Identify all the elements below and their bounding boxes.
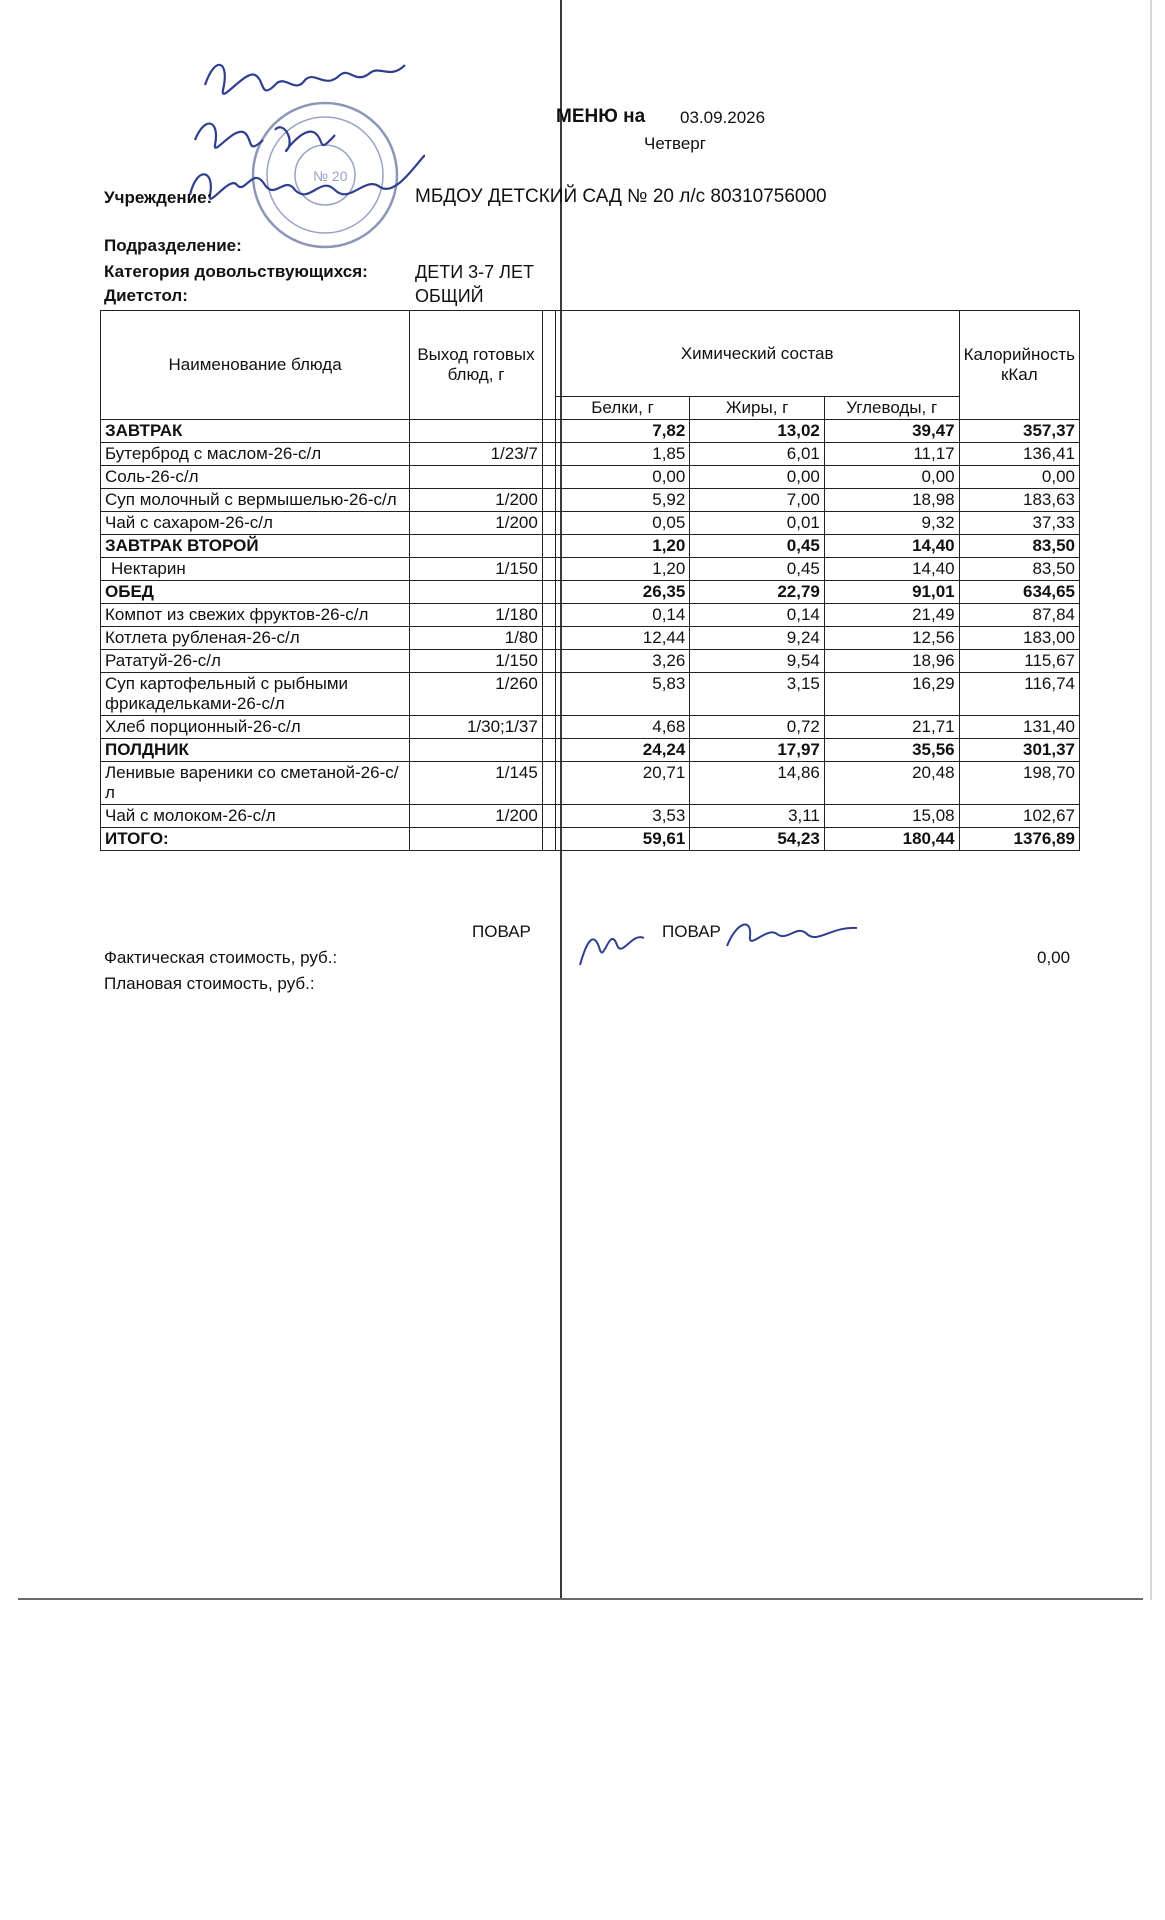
cell-dish-name: ИТОГО: xyxy=(101,828,410,851)
table-row xyxy=(101,466,1080,489)
cell-carbs: 18,96 xyxy=(824,650,959,673)
cell-yield: 1/80 xyxy=(410,627,543,650)
diet-label: Диетстол: xyxy=(104,286,188,305)
cell-yield: 1/260 xyxy=(410,673,543,716)
table-row xyxy=(101,512,1080,535)
cell-calories: 136,41 xyxy=(959,443,1079,466)
menu-weekday: Четверг xyxy=(644,134,706,153)
header-dish-name: Наименование блюда xyxy=(101,311,410,420)
cell-yield: 1/180 xyxy=(410,604,543,627)
svg-text:№ 20: № 20 xyxy=(313,168,348,184)
cook-label-1: ПОВАР xyxy=(472,922,531,941)
cell-dish-name: Суп молочный с вермышелью-26-с/л xyxy=(101,489,410,512)
table-row xyxy=(101,650,1080,673)
cell-protein: 7,82 xyxy=(555,420,690,443)
cell-gap xyxy=(542,489,555,512)
cell-gap xyxy=(542,535,555,558)
page-right-edge xyxy=(1150,0,1152,1600)
cell-yield: 1/30;1/37 xyxy=(410,716,543,739)
cell-protein: 1,85 xyxy=(555,443,690,466)
cell-dish-name: Чай с молоком-26-с/л xyxy=(101,805,410,828)
category-value: ДЕТИ 3-7 ЛЕТ xyxy=(415,262,534,282)
cell-carbs: 20,48 xyxy=(824,762,959,805)
cell-fat: 7,00 xyxy=(690,489,825,512)
cell-gap xyxy=(542,762,555,805)
cell-gap xyxy=(542,581,555,604)
header-fat: Жиры, г xyxy=(690,397,825,420)
cell-carbs: 11,17 xyxy=(824,443,959,466)
cell-dish-name: Ленивые вареники со сметаной-26-с/л xyxy=(101,762,410,805)
cell-protein: 0,00 xyxy=(555,466,690,489)
cell-yield xyxy=(410,828,543,851)
cell-protein: 1,20 xyxy=(555,558,690,581)
cell-calories: 634,65 xyxy=(959,581,1079,604)
cell-carbs: 39,47 xyxy=(824,420,959,443)
cell-dish-name: Котлета рубленая-26-с/л xyxy=(101,627,410,650)
planned-cost-label: Плановая стоимость, руб.: xyxy=(104,974,315,993)
cell-dish-name: Суп картофельный с рыбными фрикадельками-26-с/л xyxy=(101,673,410,716)
cell-dish-name: ЗАВТРАК xyxy=(101,420,410,443)
cell-carbs: 12,56 xyxy=(824,627,959,650)
cell-dish-name: ОБЕД xyxy=(101,581,410,604)
menu-title: МЕНЮ на xyxy=(556,106,646,127)
cell-calories: 183,63 xyxy=(959,489,1079,512)
header-yield: Выход готовых блюд, г xyxy=(410,311,543,420)
header-carbs: Углеводы, г xyxy=(824,397,959,420)
cell-protein: 3,53 xyxy=(555,805,690,828)
cell-yield: 1/200 xyxy=(410,805,543,828)
cell-yield: 1/200 xyxy=(410,512,543,535)
cell-yield xyxy=(410,581,543,604)
cell-carbs: 14,40 xyxy=(824,558,959,581)
cell-calories: 102,67 xyxy=(959,805,1079,828)
cell-fat: 3,11 xyxy=(690,805,825,828)
cell-calories: 37,33 xyxy=(959,512,1079,535)
cell-calories: 1376,89 xyxy=(959,828,1079,851)
cell-calories: 131,40 xyxy=(959,716,1079,739)
cell-protein: 20,71 xyxy=(555,762,690,805)
cell-gap xyxy=(542,828,555,851)
cell-gap xyxy=(542,512,555,535)
cell-dish-name: Нектарин xyxy=(101,558,410,581)
cook-label-2: ПОВАР xyxy=(662,922,721,941)
cell-fat: 13,02 xyxy=(690,420,825,443)
cell-protein: 3,26 xyxy=(555,650,690,673)
category-label: Категория довольствующихся: xyxy=(104,262,368,281)
cell-yield: 1/150 xyxy=(410,650,543,673)
cell-yield: 1/200 xyxy=(410,489,543,512)
division-label: Подразделение: xyxy=(104,236,242,255)
section-row xyxy=(101,535,1080,558)
cell-protein: 4,68 xyxy=(555,716,690,739)
cell-carbs: 18,98 xyxy=(824,489,959,512)
menu-table xyxy=(100,310,1080,851)
cell-gap xyxy=(542,558,555,581)
cell-yield: 1/150 xyxy=(410,558,543,581)
cell-calories: 198,70 xyxy=(959,762,1079,805)
cell-fat: 0,45 xyxy=(690,558,825,581)
cell-fat: 0,00 xyxy=(690,466,825,489)
cell-gap xyxy=(542,627,555,650)
cell-yield xyxy=(410,466,543,489)
table-row xyxy=(101,604,1080,627)
cell-fat: 9,24 xyxy=(690,627,825,650)
cell-gap xyxy=(542,739,555,762)
table-row xyxy=(101,762,1080,805)
cell-carbs: 35,56 xyxy=(824,739,959,762)
cell-carbs: 21,71 xyxy=(824,716,959,739)
cell-dish-name: ЗАВТРАК ВТОРОЙ xyxy=(101,535,410,558)
cell-protein: 1,20 xyxy=(555,535,690,558)
cell-fat: 9,54 xyxy=(690,650,825,673)
menu-date: 03.09.2026 xyxy=(680,108,766,127)
cell-yield xyxy=(410,420,543,443)
cell-carbs: 91,01 xyxy=(824,581,959,604)
cell-dish-name: Компот из свежих фруктов-26-с/л xyxy=(101,604,410,627)
total-row xyxy=(101,828,1080,851)
cell-calories: 357,37 xyxy=(959,420,1079,443)
cell-gap xyxy=(542,716,555,739)
cell-fat: 0,01 xyxy=(690,512,825,535)
cell-protein: 12,44 xyxy=(555,627,690,650)
cell-fat: 6,01 xyxy=(690,443,825,466)
menu-table-body xyxy=(101,420,1080,851)
cook-signature-2 xyxy=(722,916,862,956)
cell-dish-name: Хлеб порционный-26-с/л xyxy=(101,716,410,739)
table-row xyxy=(101,805,1080,828)
cell-gap xyxy=(542,443,555,466)
cell-calories: 301,37 xyxy=(959,739,1079,762)
cell-dish-name: Соль-26-с/л xyxy=(101,466,410,489)
cell-calories: 0,00 xyxy=(959,466,1079,489)
cell-protein: 0,05 xyxy=(555,512,690,535)
cell-fat: 22,79 xyxy=(690,581,825,604)
cell-yield xyxy=(410,739,543,762)
table-row xyxy=(101,443,1080,466)
cell-gap xyxy=(542,805,555,828)
cell-gap xyxy=(542,604,555,627)
diet-value: ОБЩИЙ xyxy=(415,286,484,306)
cell-fat: 0,72 xyxy=(690,716,825,739)
table-row xyxy=(101,558,1080,581)
cell-yield xyxy=(410,535,543,558)
cell-carbs: 0,00 xyxy=(824,466,959,489)
table-row xyxy=(101,716,1080,739)
cell-fat: 0,14 xyxy=(690,604,825,627)
cell-dish-name: Бутерброд с маслом-26-с/л xyxy=(101,443,410,466)
header-calories: Калорийность кКал xyxy=(959,311,1079,420)
table-row xyxy=(101,627,1080,650)
cell-fat: 54,23 xyxy=(690,828,825,851)
cell-fat: 14,86 xyxy=(690,762,825,805)
institution-value: МБДОУ ДЕТСКИЙ САД № 20 л/с 80310756000 xyxy=(415,186,827,207)
cell-protein: 26,35 xyxy=(555,581,690,604)
cell-carbs: 14,40 xyxy=(824,535,959,558)
cell-carbs: 180,44 xyxy=(824,828,959,851)
cell-gap xyxy=(542,420,555,443)
cell-gap xyxy=(542,466,555,489)
approval-stamp xyxy=(175,45,425,255)
cell-fat: 17,97 xyxy=(690,739,825,762)
cell-carbs: 16,29 xyxy=(824,673,959,716)
header-protein: Белки, г xyxy=(555,397,690,420)
header-gap xyxy=(542,311,555,420)
actual-cost-label: Фактическая стоимость, руб.: xyxy=(104,948,338,967)
section-row xyxy=(101,581,1080,604)
page-bottom-edge xyxy=(18,1598,1143,1600)
cell-calories: 83,50 xyxy=(959,535,1079,558)
cell-yield: 1/145 xyxy=(410,762,543,805)
cell-protein: 59,61 xyxy=(555,828,690,851)
cell-carbs: 15,08 xyxy=(824,805,959,828)
cell-protein: 0,14 xyxy=(555,604,690,627)
institution-label: Учреждение: xyxy=(104,188,213,207)
header-chemical-composition: Химический состав xyxy=(555,311,959,397)
cell-carbs: 9,32 xyxy=(824,512,959,535)
cell-calories: 83,50 xyxy=(959,558,1079,581)
cell-fat: 3,15 xyxy=(690,673,825,716)
cell-dish-name: ПОЛДНИК xyxy=(101,739,410,762)
table-row xyxy=(101,673,1080,716)
table-row xyxy=(101,489,1080,512)
section-row xyxy=(101,420,1080,443)
cell-calories: 183,00 xyxy=(959,627,1079,650)
cell-calories: 87,84 xyxy=(959,604,1079,627)
section-row xyxy=(101,739,1080,762)
cell-gap xyxy=(542,673,555,716)
cook-signature-1 xyxy=(572,920,652,970)
cell-yield: 1/23/7 xyxy=(410,443,543,466)
cell-gap xyxy=(542,650,555,673)
cell-fat: 0,45 xyxy=(690,535,825,558)
cell-dish-name: Чай с сахаром-26-с/л xyxy=(101,512,410,535)
cell-protein: 5,92 xyxy=(555,489,690,512)
cell-carbs: 21,49 xyxy=(824,604,959,627)
cell-calories: 115,67 xyxy=(959,650,1079,673)
cell-dish-name: Рататуй-26-с/л xyxy=(101,650,410,673)
cell-protein: 24,24 xyxy=(555,739,690,762)
cell-calories: 116,74 xyxy=(959,673,1079,716)
cell-protein: 5,83 xyxy=(555,673,690,716)
actual-cost-value: 0,00 xyxy=(1037,948,1071,967)
